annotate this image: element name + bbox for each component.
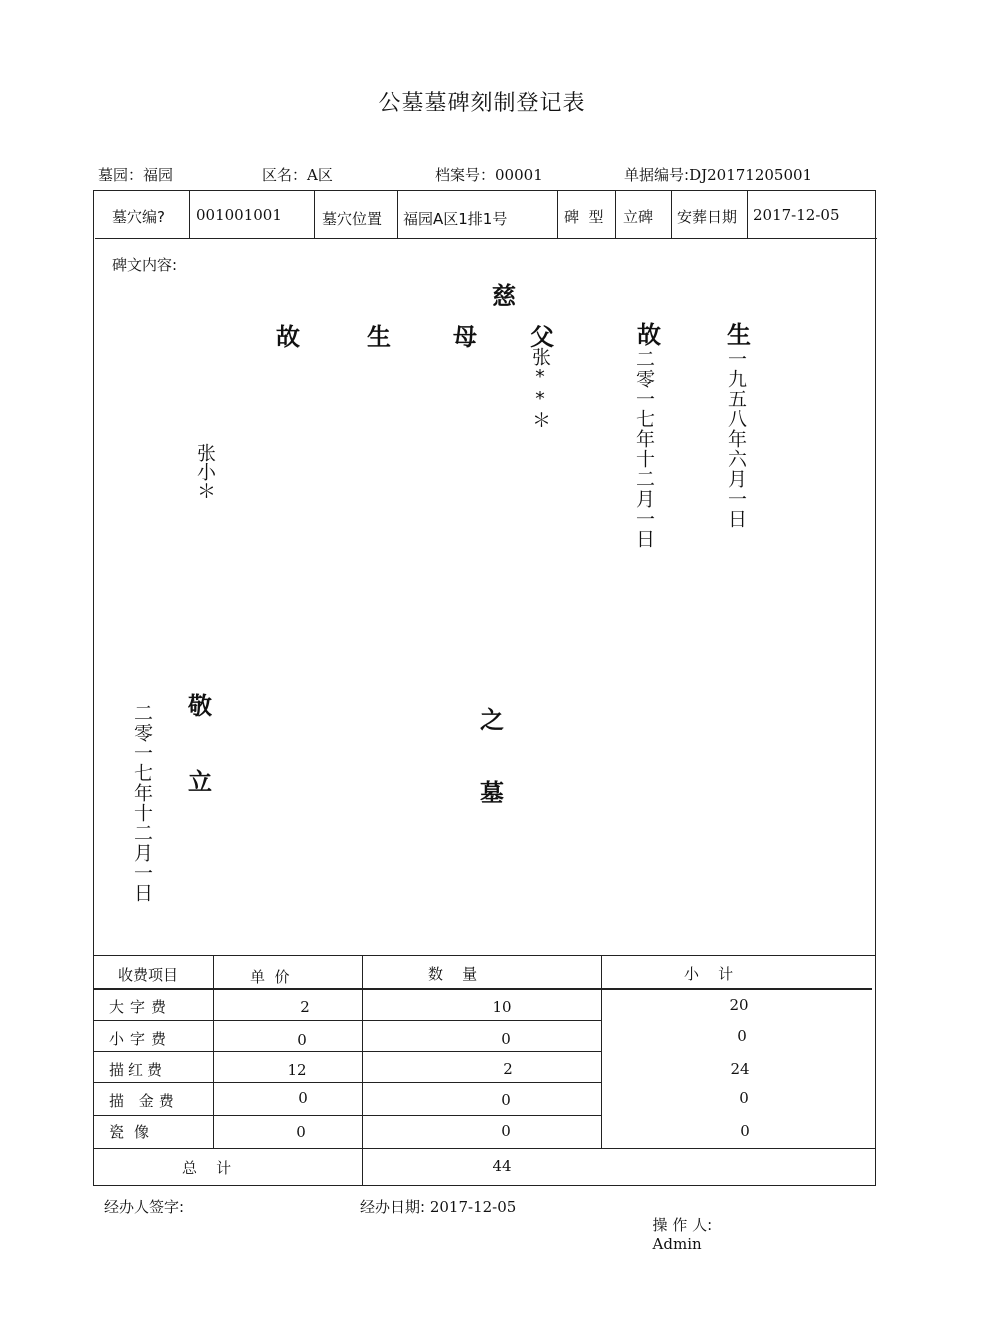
fee-item-0: 大字费	[109, 998, 173, 1016]
fee-header-subtotal: 小 计	[684, 965, 734, 983]
location-value: 福园A区1排1号	[403, 210, 508, 228]
fee-header-item: 收费项目	[118, 966, 179, 984]
area-label: 区名：	[262, 166, 308, 184]
cemetery-value: 福园	[143, 166, 174, 184]
fee-qty-4: 0	[501, 1122, 511, 1140]
fee-row-divider-1	[94, 1020, 601, 1021]
fee-table-top	[94, 955, 876, 956]
info-row-divider	[95, 238, 877, 239]
fee-item-1: 小字费	[109, 1030, 173, 1048]
stele-type-value: 立碑	[623, 208, 654, 226]
operator-label: 操 作 人:	[652, 1216, 713, 1234]
location-label: 墓穴位置	[322, 210, 383, 228]
burial-date-value: 2017-12-05	[753, 206, 840, 224]
info-divider-1	[189, 190, 190, 238]
char-li: 立	[188, 768, 212, 796]
fee-header-price: 单 价	[250, 968, 290, 986]
doc-field	[624, 164, 812, 185]
erected-date: 二零一七年十二月一日	[131, 703, 153, 903]
info-divider-7	[747, 190, 748, 238]
fee-header-divider	[94, 988, 872, 990]
fee-row-divider-2	[94, 1051, 601, 1052]
cemetery-field	[98, 164, 173, 185]
fee-qty-3: 0	[501, 1091, 511, 1109]
cemetery-label: 墓园：	[98, 166, 144, 184]
father-name: 张**＊	[529, 347, 551, 429]
info-divider-3	[397, 190, 398, 238]
fee-price-2: 12	[287, 1061, 307, 1079]
death-date: 二零一七年十二月一日	[633, 349, 655, 549]
char-gu-1: 故	[276, 323, 300, 351]
doc-value: DJ20171205001	[689, 166, 813, 184]
fee-subtotal-1: 0	[737, 1027, 747, 1045]
char-mu-tomb: 墓	[480, 779, 504, 807]
operator	[643, 1196, 712, 1253]
fee-total-value: 44	[492, 1157, 512, 1175]
archive-label: 档案号：	[435, 166, 496, 184]
page-title: 公墓墓碑刻制登记表	[378, 91, 586, 116]
handling-date-value: 2017-12-05	[429, 1198, 517, 1216]
archive-value: 00001	[495, 166, 543, 184]
fee-price-3: 0	[298, 1089, 308, 1107]
fee-item-4: 瓷像	[109, 1123, 160, 1141]
fee-qty-0: 10	[492, 998, 512, 1016]
fee-item-3: 描 金费	[109, 1092, 179, 1110]
birth-date: 一九五八年六月一日	[725, 349, 747, 529]
info-divider-2	[314, 190, 315, 238]
fee-total-divider	[94, 1148, 876, 1149]
fee-row-divider-4	[94, 1115, 601, 1116]
tomb-no-value: 001001001	[196, 206, 282, 224]
area-value: A区	[307, 166, 333, 184]
fee-header-qty: 数 量	[428, 965, 478, 983]
fee-qty-1: 0	[501, 1030, 511, 1048]
fee-price-1: 0	[297, 1031, 307, 1049]
archive-field	[435, 164, 543, 185]
burial-date-label: 安葬日期	[677, 208, 738, 226]
char-sheng-1: 生	[367, 323, 391, 351]
fee-col-divider-2	[362, 955, 363, 1186]
handler-signature	[104, 1196, 184, 1217]
char-gu-2: 故	[637, 321, 661, 349]
stele-type-label: 碑 型	[564, 208, 604, 226]
char-zhi: 之	[480, 706, 504, 734]
char-sheng-2: 生	[727, 321, 751, 349]
char-jing: 敬	[188, 692, 212, 720]
info-divider-6	[671, 190, 672, 238]
info-divider-4	[557, 190, 558, 238]
handling-date-label: 经办日期:	[360, 1198, 426, 1216]
fee-item-2: 描红费	[109, 1061, 167, 1079]
fee-subtotal-4: 0	[740, 1122, 750, 1140]
fee-col-divider-1	[213, 955, 214, 1148]
fee-row-divider-3	[94, 1082, 601, 1083]
fee-subtotal-0: 20	[729, 996, 749, 1014]
info-divider-5	[615, 190, 616, 238]
tomb-no-label: 墓穴编?	[112, 208, 165, 226]
operator-value: Admin	[652, 1235, 702, 1253]
inscription-label: 碑文内容:	[112, 256, 178, 274]
fee-col-divider-3	[601, 955, 602, 1148]
area-field	[262, 164, 333, 185]
fee-total-label: 总 计	[182, 1159, 232, 1177]
doc-label: 单据编号:	[624, 166, 690, 184]
fee-price-4: 0	[296, 1123, 306, 1141]
handling-date	[360, 1196, 516, 1217]
char-fu: 父	[530, 323, 554, 351]
child-name: 张小＊	[194, 443, 216, 500]
fee-qty-2: 2	[503, 1060, 513, 1078]
char-ci: 慈	[492, 282, 516, 310]
char-mu: 母	[453, 323, 477, 351]
handler-label: 经办人签字:	[104, 1198, 185, 1216]
fee-price-0: 2	[300, 998, 310, 1016]
fee-subtotal-3: 0	[739, 1089, 749, 1107]
fee-subtotal-2: 24	[730, 1060, 750, 1078]
